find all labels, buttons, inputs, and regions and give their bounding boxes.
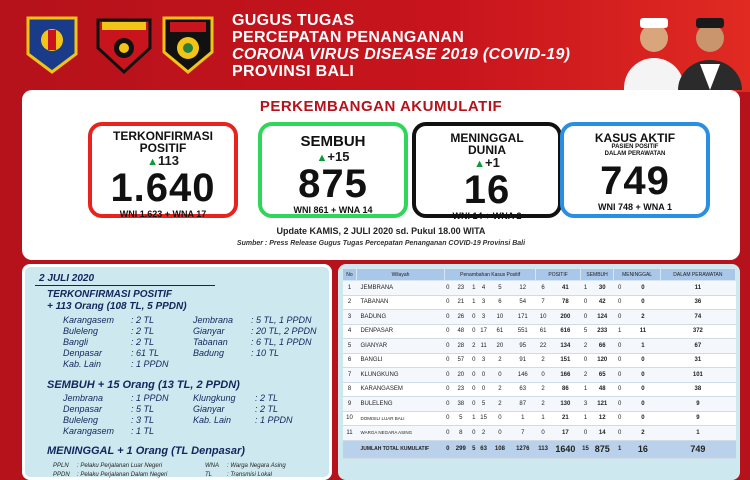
recovered-breakdown-cell: Buleleng xyxy=(63,415,99,425)
region-name-cell: GIANYAR xyxy=(357,339,445,354)
table-cell: 0 xyxy=(477,382,490,397)
table-cell: 0 xyxy=(580,426,590,441)
positive-breakdown-cell: Badung xyxy=(193,348,225,358)
region-name-cell: DOMISILI LUAR BALI xyxy=(357,411,445,426)
table-row xyxy=(343,324,736,339)
table-cell: 38 xyxy=(660,382,735,397)
source-note: Sumber : Press Release Gugus Tugas Percepatan Penanganan COVID-19 Provinsi Bali xyxy=(236,240,526,247)
table-cell: 67 xyxy=(660,339,735,354)
table-cell: 0 xyxy=(625,411,660,426)
udayana-emblem-icon xyxy=(94,14,154,76)
table-cell: 21 xyxy=(451,295,471,310)
total-cell: 16 xyxy=(625,440,660,458)
table-cell: 23 xyxy=(451,382,471,397)
table-cell: 0 xyxy=(445,310,452,325)
table-cell: 0 xyxy=(445,281,452,296)
table-cell: 0 xyxy=(625,295,660,310)
table-cell: 11 xyxy=(477,339,490,354)
positive-breakdown-cell: : 2 TL xyxy=(131,315,155,325)
region-name-cell: JEMBRANA xyxy=(357,281,445,296)
card-active-foot: WNI 748 + WNA 1 xyxy=(598,202,672,212)
table-cell: 3 xyxy=(580,397,590,412)
table-cell: 0 xyxy=(614,310,626,325)
table-cell: 10 xyxy=(536,310,551,325)
total-label-cell: JUMLAH TOTAL KUMULATIF xyxy=(357,440,445,458)
card-active-value: 749 xyxy=(600,159,670,203)
table-cell: 2 xyxy=(477,426,490,441)
table-cell: 66 xyxy=(591,339,614,354)
table-cell: 233 xyxy=(591,324,614,339)
table-cell: 54 xyxy=(510,295,536,310)
table-cell: 1 xyxy=(614,324,626,339)
table-cell: 0 xyxy=(614,339,626,354)
table-cell: 171 xyxy=(510,310,536,325)
table-cell: 0 xyxy=(614,295,626,310)
table-cell: 0 xyxy=(580,295,590,310)
total-cell: 0 xyxy=(445,440,452,458)
col-region: Wilayah xyxy=(357,269,445,281)
total-cell: 1276 xyxy=(510,440,536,458)
table-cell: 2 xyxy=(625,310,660,325)
up-arrow-icon: ▲ xyxy=(316,152,328,164)
table-cell: 0 xyxy=(490,426,510,441)
table-cell: 36 xyxy=(660,295,735,310)
table-row xyxy=(343,310,736,325)
legend-cell: PPDN xyxy=(53,472,70,478)
table-cell: 551 xyxy=(510,324,536,339)
table-cell: 166 xyxy=(550,368,580,383)
recovered-breakdown-cell: : 2 TL xyxy=(255,393,279,403)
table-cell: 200 xyxy=(550,310,580,325)
recovered-breakdown-cell: : 1 PPDN xyxy=(255,415,293,425)
table-cell: 2 xyxy=(536,353,551,368)
total-cell: 15 xyxy=(580,440,590,458)
table-cell: 30 xyxy=(591,281,614,296)
positive-breakdown-cell: Karangasem xyxy=(63,315,115,325)
table-cell: 1 xyxy=(625,339,660,354)
table-cell: 9 xyxy=(660,411,735,426)
positive-breakdown-cell: : 2 TL xyxy=(131,326,155,336)
table-cell: 31 xyxy=(660,353,735,368)
positive-breakdown-cell: : 1 PPDN xyxy=(131,359,169,369)
table-cell: 48 xyxy=(451,324,471,339)
table-row xyxy=(343,295,736,310)
region-name-cell: KARANGASEM xyxy=(357,382,445,397)
table-cell: 0 xyxy=(490,411,510,426)
table-cell: 0 xyxy=(445,339,452,354)
table-cell: 1 xyxy=(471,411,478,426)
table-cell: 101 xyxy=(660,368,735,383)
card-active-label: KASUS AKTIF xyxy=(594,131,676,145)
total-cell: 5 xyxy=(471,440,478,458)
card-deaths-foot: WNI 14 + WNA 2 xyxy=(452,211,522,221)
table-cell: 5 xyxy=(490,281,510,296)
table-cell: 20 xyxy=(490,339,510,354)
positive-breakdown-cell: : 6 TL, 1 PPDN xyxy=(251,337,312,347)
card-confirmed xyxy=(88,122,238,218)
table-cell: 41 xyxy=(550,281,580,296)
table-cell: 8 xyxy=(451,426,471,441)
total-cell xyxy=(343,440,357,458)
table-cell: 2 xyxy=(490,397,510,412)
card-active xyxy=(560,122,710,218)
table-cell: 1 xyxy=(580,411,590,426)
table-cell: 2 xyxy=(490,353,510,368)
table-cell: 7 xyxy=(510,426,536,441)
legend-cell: : Pelaku Perjalanan Dalam Negeri xyxy=(77,472,168,478)
table-cell: 20 xyxy=(451,368,471,383)
table-cell: 4 xyxy=(477,281,490,296)
table-row xyxy=(343,368,736,383)
table-cell: 0 xyxy=(471,353,478,368)
region-name-cell: BADUNG xyxy=(357,310,445,325)
table-cell: 2 xyxy=(471,339,478,354)
table-cell: 0 xyxy=(445,324,452,339)
legend-cell: PPLN xyxy=(53,463,69,469)
legend-cell: WNA xyxy=(205,463,219,469)
table-cell: 0 xyxy=(625,368,660,383)
table-cell: 42 xyxy=(591,295,614,310)
table-cell: 17 xyxy=(477,324,490,339)
table-cell: 61 xyxy=(490,324,510,339)
cumulative-summary-panel xyxy=(22,90,740,260)
total-cell: 875 xyxy=(591,440,614,458)
bali-province-emblem-icon xyxy=(22,14,82,76)
table-cell: 11 xyxy=(343,426,357,441)
table-cell: 28 xyxy=(451,339,471,354)
recovered-breakdown-cell: Gianyar xyxy=(193,404,225,414)
officials-portrait xyxy=(612,4,750,90)
table-cell: 0 xyxy=(471,310,478,325)
table-cell: 130 xyxy=(550,397,580,412)
table-cell: 23 xyxy=(451,281,471,296)
table-cell: 3 xyxy=(477,353,490,368)
table-cell: 146 xyxy=(510,368,536,383)
table-cell: 0 xyxy=(471,397,478,412)
table-cell: 57 xyxy=(451,353,471,368)
table-cell: 0 xyxy=(625,281,660,296)
table-row xyxy=(343,281,736,296)
table-cell: 0 xyxy=(445,426,452,441)
region-name-cell: BANGLI xyxy=(357,353,445,368)
table-cell: 63 xyxy=(510,382,536,397)
table-row xyxy=(343,339,736,354)
table-cell: 0 xyxy=(614,368,626,383)
region-name-cell: BULELENG xyxy=(357,397,445,412)
legend-cell: : Transmisi Lokal xyxy=(227,472,272,478)
table-row xyxy=(343,411,736,426)
header-title xyxy=(232,12,570,80)
table-row xyxy=(343,353,736,368)
table-cell: 9 xyxy=(660,397,735,412)
total-cell: 749 xyxy=(660,440,735,458)
table-cell: 0 xyxy=(445,397,452,412)
table-row xyxy=(343,397,736,412)
card-recovered-label: SEMBUH xyxy=(300,133,366,150)
table-cell: 3 xyxy=(477,295,490,310)
table-cell: 134 xyxy=(550,339,580,354)
cumulative-title: PERKEMBANGAN AKUMULATIF xyxy=(259,98,503,115)
table-cell: 0 xyxy=(580,310,590,325)
recovered-breakdown-cell: : 5 TL xyxy=(131,404,155,414)
table-cell: 0 xyxy=(625,382,660,397)
legend-cell: : Warga Negara Asing xyxy=(227,463,286,469)
table-cell: 120 xyxy=(591,353,614,368)
recovered-summary: SEMBUH + 15 Orang (13 TL, 2 PPDN) xyxy=(47,379,240,391)
table-cell: 3 xyxy=(343,310,357,325)
positive-breakdown-cell: Bangli xyxy=(63,337,89,347)
table-cell: 11 xyxy=(660,281,735,296)
table-cell: 26 xyxy=(451,310,471,325)
table-cell: 0 xyxy=(471,324,478,339)
table-cell: 17 xyxy=(550,426,580,441)
table-cell: 0 xyxy=(445,295,452,310)
positive-title: TERKONFIRMASI POSITIF xyxy=(47,289,172,300)
table-cell: 6 xyxy=(343,353,357,368)
table-cell: 0 xyxy=(614,353,626,368)
positive-summary: + 113 Orang (108 TL, 5 PPDN) xyxy=(47,301,187,312)
bali-police-emblem-icon xyxy=(158,14,218,76)
table-cell: 10 xyxy=(343,411,357,426)
table-cell: 78 xyxy=(550,295,580,310)
table-cell: 0 xyxy=(614,397,626,412)
total-cell: 1 xyxy=(614,440,626,458)
total-cell: 1640 xyxy=(550,440,580,458)
legend-cell: : Pelaku Perjalanan Luar Negeri xyxy=(77,463,163,469)
table-cell: 5 xyxy=(477,397,490,412)
table-cell: 0 xyxy=(477,368,490,383)
table-cell: 4 xyxy=(343,324,357,339)
card-recovered xyxy=(258,122,408,218)
table-cell: 0 xyxy=(614,411,626,426)
table-cell: 0 xyxy=(445,411,452,426)
table-cell: 6 xyxy=(490,295,510,310)
table-cell: 2 xyxy=(580,339,590,354)
table-cell: 151 xyxy=(550,353,580,368)
table-cell: 2 xyxy=(536,397,551,412)
table-cell: 0 xyxy=(625,353,660,368)
card-deaths xyxy=(412,122,562,221)
recovered-breakdown-cell: Karangasem xyxy=(63,426,115,436)
table-cell: 0 xyxy=(445,353,452,368)
positive-breakdown-cell: : 10 TL xyxy=(251,348,280,358)
table-cell: 11 xyxy=(625,324,660,339)
card-deaths-delta-value: +1 xyxy=(485,155,500,170)
title-line-2: PERCEPATAN PENANGANAN xyxy=(232,29,465,46)
table-cell: 0 xyxy=(490,368,510,383)
date-divider xyxy=(35,285,215,286)
table-cell: 2 xyxy=(490,382,510,397)
title-line-3: CORONA VIRUS DISEASE 2019 (COVID-19) xyxy=(232,46,571,63)
col-positive: POSITIF xyxy=(536,269,580,281)
deaths-summary: MENINGGAL + 1 Orang (TL Denpasar) xyxy=(47,445,245,457)
table-cell: 12 xyxy=(591,411,614,426)
col-deaths: MENINGGAL xyxy=(614,269,660,281)
region-name-cell: TABANAN xyxy=(357,295,445,310)
table-cell: 7 xyxy=(343,368,357,383)
table-cell: 124 xyxy=(591,310,614,325)
col-in-care: DALAM PERAWATAN xyxy=(660,269,735,281)
recovered-breakdown-cell: Jembrana xyxy=(63,393,104,403)
total-cell: 113 xyxy=(536,440,551,458)
table-cell: 6 xyxy=(536,281,551,296)
regional-cases-table xyxy=(342,268,736,459)
positive-breakdown-cell: Tabanan xyxy=(193,337,228,347)
table-cell: 8 xyxy=(343,382,357,397)
table-cell: 0 xyxy=(614,426,626,441)
region-name-cell: KLUNGKUNG xyxy=(357,368,445,383)
up-arrow-icon: ▲ xyxy=(474,158,486,170)
header-banner xyxy=(0,0,750,92)
title-line-4: PROVINSI BALI xyxy=(232,63,355,80)
card-recovered-value: 875 xyxy=(298,162,368,206)
table-cell: 1 xyxy=(580,382,590,397)
table-row xyxy=(343,426,736,441)
positive-breakdown-cell: Buleleng xyxy=(63,326,99,336)
table-cell: 0 xyxy=(536,426,551,441)
table-row xyxy=(343,382,736,397)
daily-date: 2 JULI 2020 xyxy=(39,273,95,284)
table-cell: 61 xyxy=(536,324,551,339)
positive-breakdown-cell: Kab. Lain xyxy=(63,359,102,369)
col-no: No xyxy=(343,269,357,281)
table-cell: 48 xyxy=(591,382,614,397)
card-confirmed-foot: WNI 1.623 + WNA 17 xyxy=(119,209,207,219)
card-recovered-delta-value: +15 xyxy=(327,149,350,164)
card-deaths-label: MENINGGAL xyxy=(450,131,524,145)
card-confirmed-label2: POSITIF xyxy=(139,141,187,155)
table-cell: 0 xyxy=(614,382,626,397)
table-cell: 10 xyxy=(490,310,510,325)
table-cell: 1 xyxy=(510,411,536,426)
positive-breakdown-cell: Gianyar xyxy=(193,326,225,336)
card-active-sublabel: PASIEN POSITIF DALAM PERAWATAN xyxy=(604,144,666,157)
table-cell: 38 xyxy=(451,397,471,412)
card-confirmed-value: 1.640 xyxy=(110,166,216,210)
table-cell: 2 xyxy=(536,382,551,397)
table-cell: 1 xyxy=(471,281,478,296)
table-cell: 65 xyxy=(591,368,614,383)
total-cell: 299 xyxy=(451,440,471,458)
regional-table-panel xyxy=(338,264,740,480)
table-cell: 74 xyxy=(660,310,735,325)
table-cell: 5 xyxy=(580,324,590,339)
table-cell: 1 xyxy=(343,281,357,296)
card-confirmed-label: TERKONFIRMASI xyxy=(113,129,213,143)
table-cell: 5 xyxy=(451,411,471,426)
recovered-breakdown-cell: Klungkung xyxy=(193,393,236,403)
table-cell: 14 xyxy=(591,426,614,441)
table-cell: 0 xyxy=(471,426,478,441)
table-cell: 616 xyxy=(550,324,580,339)
table-cell: 372 xyxy=(660,324,735,339)
table-cell: 1 xyxy=(580,281,590,296)
table-cell: 15 xyxy=(477,411,490,426)
recovered-breakdown-cell: Denpasar xyxy=(63,404,103,414)
table-cell: 5 xyxy=(343,339,357,354)
col-new-cases: Penambahan Kasus Positif xyxy=(445,269,536,281)
table-cell: 0 xyxy=(471,382,478,397)
total-cell: 108 xyxy=(490,440,510,458)
table-cell: 1 xyxy=(471,295,478,310)
table-cell: 22 xyxy=(536,339,551,354)
table-cell: 1 xyxy=(536,411,551,426)
recovered-breakdown-cell: : 3 TL xyxy=(131,415,155,425)
total-cell: 63 xyxy=(477,440,490,458)
table-cell: 2 xyxy=(580,368,590,383)
table-cell: 2 xyxy=(343,295,357,310)
table-cell: 3 xyxy=(477,310,490,325)
positive-breakdown-cell: : 5 TL, 1 PPDN xyxy=(251,315,312,325)
card-deaths-label2: DUNIA xyxy=(468,143,506,157)
table-cell: 121 xyxy=(591,397,614,412)
table-cell: 0 xyxy=(445,382,452,397)
positive-breakdown-cell: : 20 TL, 2 PPDN xyxy=(251,326,317,336)
table-cell: 86 xyxy=(550,382,580,397)
col-recovered: SEMBUH xyxy=(580,269,614,281)
table-cell: 91 xyxy=(510,353,536,368)
update-timestamp: Update KAMIS, 2 JULI 2020 sd. Pukul 18.00 WITA xyxy=(276,226,486,236)
table-cell: 2 xyxy=(625,426,660,441)
up-arrow-icon: ▲ xyxy=(147,156,158,168)
table-cell: 0 xyxy=(625,397,660,412)
positive-breakdown-cell: Denpasar xyxy=(63,348,103,358)
table-cell: 0 xyxy=(471,368,478,383)
table-cell: 7 xyxy=(536,295,551,310)
table-cell: 1 xyxy=(660,426,735,441)
positive-breakdown-cell: Jembrana xyxy=(193,315,234,325)
table-cell: 9 xyxy=(343,397,357,412)
region-name-cell: WARGA NEGARA ASING xyxy=(357,426,445,441)
card-recovered-foot: WNI 861 + WNA 14 xyxy=(293,205,373,215)
card-deaths-value: 16 xyxy=(463,168,511,212)
table-cell: 0 xyxy=(614,281,626,296)
table-cell: 0 xyxy=(580,353,590,368)
recovered-breakdown-cell: Kab. Lain xyxy=(193,415,232,425)
table-cell: 12 xyxy=(510,281,536,296)
table-cell: 0 xyxy=(445,368,452,383)
card-confirmed-delta-value: 113 xyxy=(157,153,179,168)
table-cell: 21 xyxy=(550,411,580,426)
table-cell: 0 xyxy=(536,368,551,383)
legend-cell: TL xyxy=(205,472,213,478)
table-cell: 95 xyxy=(510,339,536,354)
recovered-breakdown-cell: : 2 TL xyxy=(255,404,279,414)
positive-breakdown-cell: : 61 TL xyxy=(131,348,160,358)
table-cell: 87 xyxy=(510,397,536,412)
region-name-cell: DENPASAR xyxy=(357,324,445,339)
recovered-breakdown-cell: : 1 TL xyxy=(131,426,155,436)
daily-update-panel xyxy=(22,264,332,480)
title-line-1: GUGUS TUGAS xyxy=(232,12,355,29)
table-total-row xyxy=(343,440,736,458)
positive-breakdown-cell: : 2 TL xyxy=(131,337,155,347)
recovered-breakdown-cell: : 1 PPDN xyxy=(131,393,169,403)
